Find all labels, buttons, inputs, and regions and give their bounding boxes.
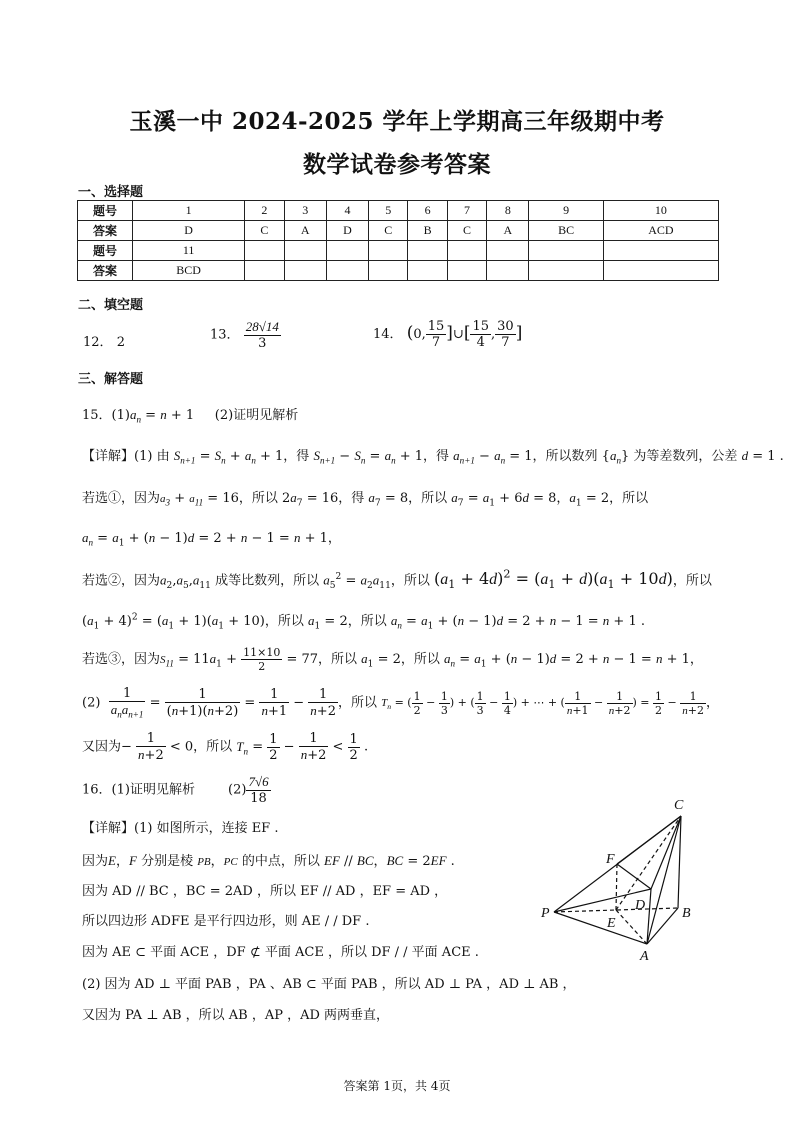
table-cell — [487, 241, 529, 261]
q13-numerator: 28√14 — [245, 319, 279, 334]
q16-frac-den: 18 — [250, 791, 267, 806]
q15-choice2-line2: $(a_1 + 4)^2 = (a_1 + 1)(a_1 + 10)$，所以 $a_1 = 2$，所以 $a_n = a_1 + (n - 1)d = 2 + n - 1 = n + 1$ . — [82, 612, 645, 632]
q16-summary — [82, 774, 271, 806]
q15-choice3-line: 若选③，因为$S_{11} = 11a_1$ + $\frac{11\times 10}{2}$ = 77，所以 $a_1 = 2$，所以 $a_n = a_1 + (n - 1)d = 2 + n - 1 = n + 1$， — [82, 646, 703, 673]
answer-row-1 — [78, 221, 719, 241]
q12-value: 2 — [116, 335, 125, 350]
q16-line7: 又因为 PA ⊥ AB ，所以 AB ，AP ，AD 两两垂直， — [82, 1008, 390, 1023]
q-number-row-2 — [78, 241, 719, 261]
table-cell — [326, 261, 368, 281]
q15-choice2-line1: 若选②，因为$a_2,a_5,a_{11}$ 成等比数列，所以 $a_5^2 = a_2a_{11}$，所以 $(a_1 + 4d)^2 = (a_1 + d)(a_1 + 10d)$，所以 — [82, 568, 712, 592]
q15-choice2-label: 若选②，因为 — [82, 573, 161, 589]
q15-conclusion-line: 又因为− $\frac{1}{n+2}$ < 0，所以 $T_n$ = $\frac{1}{2}$ − $\frac{1}{n+2}$ < $\frac{1}{2}$ . — [82, 731, 369, 763]
table-cell: D — [326, 221, 368, 241]
table-cell — [447, 261, 486, 281]
q14-interval-1: ( — [406, 323, 414, 343]
q15-choice3-label: 若选③，因为 — [82, 652, 161, 667]
table-cell: 7 — [447, 201, 486, 221]
table-cell — [284, 261, 326, 281]
q13-answer — [210, 319, 281, 351]
row-header: 答案 — [78, 221, 133, 241]
table-cell — [603, 241, 718, 261]
q15-summary: 15．$(1)a_n = n + 1$ (2)证明见解析 — [82, 407, 299, 425]
q13-fraction — [244, 319, 281, 351]
label-D: D — [635, 898, 646, 913]
q13-denominator: 3 — [258, 336, 267, 351]
table-cell — [326, 241, 368, 261]
q13-label: 13． — [210, 327, 240, 343]
section-choice-heading: 一、选择题 — [78, 185, 144, 200]
q16-line3: 因为 AD // BC ，BC = 2AD ，所以 EF // AD ，EF = AD ， — [82, 884, 448, 899]
q15-choice1-label: 若选①，因为 — [82, 491, 161, 506]
table-cell — [408, 261, 447, 281]
q15-label: 15．(1) — [82, 408, 130, 423]
title-line2: 数学试卷参考答案 — [303, 151, 491, 178]
table-cell: 6 — [408, 201, 447, 221]
table-cell: 3 — [284, 201, 326, 221]
q15-detail-tag: 【详解】 — [82, 449, 135, 464]
row-header: 题号 — [78, 201, 133, 221]
table-cell: B — [408, 221, 447, 241]
q16-detail-tag: 【详解】 — [82, 821, 135, 836]
q16-line1-text: (1) 如图所示，连接 EF . — [134, 821, 279, 836]
row-header: 答案 — [78, 261, 133, 281]
table-cell — [369, 261, 408, 281]
title-line1: 玉溪一中 2024-2025 学年上学期高三年级期中考 — [129, 108, 665, 135]
table-cell: A — [284, 221, 326, 241]
table-cell: D — [133, 221, 245, 241]
q15-part2: (2)证明见解析 — [214, 408, 299, 423]
section-fill-heading: 二、填空题 — [78, 298, 144, 313]
table-cell: 5 — [369, 201, 408, 221]
table-cell — [529, 261, 603, 281]
q15-detail-line1: 【详解】(1) 由 $S_{n+1} = S_n + a_n + 1$，得 $S_{n+1} - S_n = a_n + 1$，得 $a_{n+1} - a_n = 1$，所以数列 $\{a_n\}$ 为等差数列，公差 d = 1 . — [82, 448, 784, 466]
table-cell — [529, 241, 603, 261]
q15-part2-line: (2) $\frac{1}{a_na_{n+1}}$ = $\frac{1}{(n+1)(n+2)}$ = $\frac{1}{n+1}$ − $\frac{1}{n+2}$ ，所以 $T_n$ = ( $\frac{1}{2}$ − $\frac{1}{3}$ ) + ( $\frac{1}{3}$ − $\frac{1}{4}$ ) + ⋯ + ( $\frac{1}{n+1}$ − $\frac{1}{n+2}$ ) = $\frac{1}{2}$ − $\frac{1}{n+2}$ ， — [82, 686, 719, 720]
q16-line6: (2) 因为 AD ⊥ 平面 PAB ，PA 、AB ⊂ 平面 PAB ，所以 AD ⊥ PA ，AD ⊥ AB ， — [82, 977, 576, 992]
edge-CB — [678, 816, 681, 908]
table-cell — [245, 241, 284, 261]
q16-label: 16．(1)证明见解析 — [82, 782, 195, 798]
q15-choice1-line2: $a_n = a_1 + (n - 1)d = 2 + n - 1 = n + 1$， — [82, 530, 341, 549]
q15-also-label: 又因为 — [82, 739, 122, 755]
q14-answer: 14． (0, $\frac{15}{7}$ ]∪[ $\frac{15}{4}$ , $\frac{30}{7}$ ] — [373, 319, 523, 350]
table-cell: BCD — [133, 261, 245, 281]
section-solve-heading: 三、解答题 — [78, 372, 144, 387]
q16-line5: 因为 AE ⊂ 平面 ACE ，DF ⊄ 平面 ACE ，所以 DF / / 平面 ACE . — [82, 945, 479, 960]
table-cell — [603, 261, 718, 281]
table-cell: BC — [529, 221, 603, 241]
q16-line2-prefix: 因为 — [82, 854, 109, 869]
page-footer: 答案第 1页，共 4页 — [343, 1079, 451, 1093]
table-cell: 10 — [603, 201, 718, 221]
label-E: E — [607, 916, 616, 931]
table-cell: C — [245, 221, 284, 241]
edge-EC — [616, 816, 681, 910]
q12-answer — [83, 331, 125, 350]
table-cell — [245, 261, 284, 281]
table-cell: 8 — [487, 201, 529, 221]
table-cell: 9 — [529, 201, 603, 221]
label-C: C — [674, 798, 684, 813]
table-cell: ACD — [603, 221, 718, 241]
table-cell: 2 — [245, 201, 284, 221]
table-cell: 4 — [326, 201, 368, 221]
q-number-row-1 — [78, 201, 719, 221]
table-cell: 11 — [133, 241, 245, 261]
q15-choice1-line1: 若选①，因为$a_3 + a_{11} = 16$，所以 $2a_7 = 16$，得 $a_7 = 8$，所以 $a_7 = a_1 + 6d = 8$，$a_1 = 2$，所以 — [82, 490, 649, 509]
label-F: F — [606, 852, 615, 867]
table-cell: C — [447, 221, 486, 241]
edge-FE — [616, 864, 617, 910]
q16-line4: 所以四边形 ADFE 是平行四边形，则 AE / / DF . — [82, 914, 370, 929]
label-P: P — [541, 906, 550, 921]
table-cell: C — [369, 221, 408, 241]
q12-label: 12． — [83, 335, 113, 350]
q16-line2: 因为E，F 分别是棱 PB，PC 的中点，所以 EF // BC，BC = 2EF . — [82, 853, 455, 869]
q14-label: 14． — [373, 327, 403, 342]
table-cell — [408, 241, 447, 261]
answer-table — [77, 200, 719, 281]
table-cell — [284, 241, 326, 261]
table-cell: 1 — [133, 201, 245, 221]
pyramid-figure — [535, 793, 710, 968]
table-cell — [447, 241, 486, 261]
row-header: 题号 — [78, 241, 133, 261]
answer-row-2 — [78, 261, 719, 281]
table-cell — [369, 241, 408, 261]
table-cell — [487, 261, 529, 281]
q16-part2-prefix: (2) — [228, 782, 247, 798]
label-A: A — [640, 949, 649, 964]
table-cell: A — [487, 221, 529, 241]
q16-frac-num: 7√6 — [248, 774, 269, 789]
q16-line1 — [82, 817, 278, 836]
label-B: B — [682, 906, 691, 921]
